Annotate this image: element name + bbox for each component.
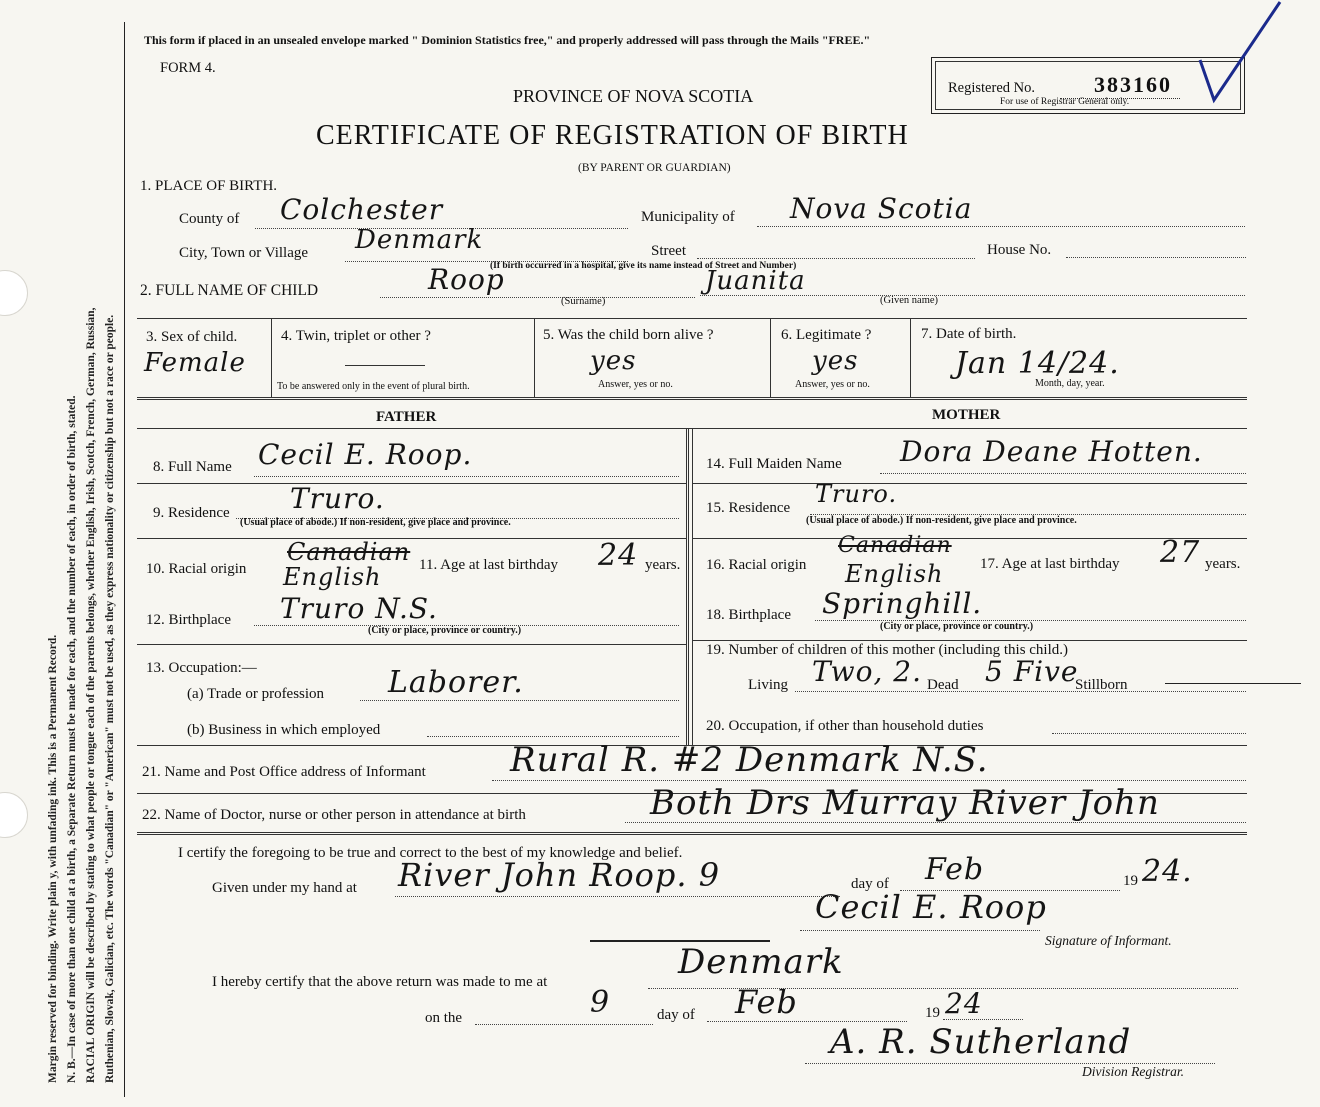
father-name-value: Cecil E. Roop. xyxy=(258,438,473,471)
legitimate-label: 6. Legitimate ? xyxy=(781,327,872,343)
mailing-notice: This form if placed in an unsealed envelope marked " Dominion Statistics free," and properly addressed will pass through the Mails "FREE." xyxy=(144,33,871,47)
mother-birthplace-label: 18. Birthplace xyxy=(706,607,791,623)
father-years-label: years. xyxy=(645,557,681,573)
father-racial-label: 10. Racial origin xyxy=(146,561,247,577)
mother-children-label: 19. Number of children of this mother (including this child.) xyxy=(706,642,1069,658)
county-value: Colchester xyxy=(280,193,444,226)
mother-name-value: Dora Deane Hotten. xyxy=(900,435,1203,468)
margin-note-4: Ruthenian, Slovak, Galician, etc. The words "Canadian" or "American" must not be used, as they express nationality or citizenship but not a race or people. xyxy=(104,314,116,1083)
mother-residence-note: (Usual place of abode.) If non-resident, give place and province. xyxy=(806,515,1077,526)
father-residence-label: 9. Residence xyxy=(153,505,230,521)
informant-signature: Cecil E. Roop xyxy=(815,888,1047,926)
informant-label: 21. Name and Post Office address of Informant xyxy=(142,764,426,780)
father-birthplace-value: Truro N.S. xyxy=(280,592,438,625)
municipality-label: Municipality of xyxy=(641,209,735,225)
registered-note: For use of Registrar General only. xyxy=(1000,97,1130,107)
informant-value: Rural R. #2 Denmark N.S. xyxy=(510,740,989,780)
alive-label: 5. Was the child born alive ? xyxy=(543,327,714,343)
certify-month-value: Feb xyxy=(925,852,985,887)
trade-value: Laborer. xyxy=(388,665,524,700)
mother-residence-value: Truro. xyxy=(815,480,898,508)
registrar-place-value: Denmark xyxy=(678,942,844,982)
street-label: Street xyxy=(651,243,686,259)
mother-racial-struck: Canadian xyxy=(838,533,952,558)
mother-birthplace-note: (City or place, province or country.) xyxy=(880,621,1034,632)
certificate-title: CERTIFICATE OF REGISTRATION OF BIRTH xyxy=(316,120,909,151)
registrar-signature: A. R. Sutherland xyxy=(830,1022,1132,1062)
certify-year-prefix: 19 xyxy=(1123,873,1138,889)
registrar-day-value: 9 xyxy=(590,985,611,1020)
registered-number: 383160 xyxy=(1094,72,1172,97)
surname-note: (Surname) xyxy=(561,296,606,307)
certify-day-of-label: day of xyxy=(851,876,889,892)
child-name-label: 2. FULL NAME OF CHILD xyxy=(140,282,319,299)
registrar-on-the-label: on the xyxy=(425,1010,463,1026)
dead-value: 5 Five xyxy=(985,655,1079,688)
registrar-day-of-label: day of xyxy=(657,1007,695,1023)
father-name-label: 8. Full Name xyxy=(153,459,232,475)
child-surname-value: Roop xyxy=(428,263,505,296)
given-at-label: Given under my hand at xyxy=(212,880,357,896)
check-mark-icon xyxy=(1196,0,1286,104)
mother-birthplace-value: Springhill. xyxy=(822,587,983,620)
living-value: Two, 2. xyxy=(812,655,923,688)
binding-hole-top xyxy=(0,270,28,316)
father-occupation-label: 13. Occupation:— xyxy=(146,660,257,676)
father-racial-struck: Canadian xyxy=(287,538,411,566)
county-label: County of xyxy=(179,211,240,227)
margin-note-1: Margin reserved for binding. Write plain y, with unfading ink. This is a Permanent Record. xyxy=(47,634,59,1083)
father-birthplace-note: (City or place, province or country.) xyxy=(368,625,522,636)
father-residence-value: Truro. xyxy=(290,482,385,515)
street-note: (If birth occurred in a hospital, give its name instead of Street and Number) xyxy=(490,261,797,271)
mother-residence-label: 15. Residence xyxy=(706,500,791,516)
municipality-value: Nova Scotia xyxy=(790,192,973,225)
mother-racial-label: 16. Racial origin xyxy=(706,557,807,573)
province-heading: PROVINCE OF NOVA SCOTIA xyxy=(513,86,754,106)
mother-age-value: 27 xyxy=(1160,535,1201,570)
mother-racial-value: English xyxy=(845,560,944,588)
birth-date-note: Month, day, year. xyxy=(1035,378,1105,389)
doctor-value: Both Drs Murray River John xyxy=(650,783,1160,823)
sex-value: Female xyxy=(144,348,246,378)
mother-occupation-label: 20. Occupation, if other than household duties xyxy=(706,718,984,734)
legitimate-value: yes xyxy=(812,346,859,376)
informant-signature-label: Signature of Informant. xyxy=(1045,933,1172,948)
father-racial-value: English xyxy=(283,563,382,591)
certificate-subtitle: (BY PARENT OR GUARDIAN) xyxy=(578,162,731,174)
certify-statement: I certify the foregoing to be true and correct to the best of my knowledge and belief. xyxy=(178,845,683,861)
alive-value: yes xyxy=(590,346,637,376)
mother-age-label: 17. Age at last birthday xyxy=(980,556,1120,572)
registrar-month-value: Feb xyxy=(735,983,798,1021)
house-label: House No. xyxy=(987,242,1052,258)
sex-label: 3. Sex of child. xyxy=(146,329,238,345)
birth-date-value: Jan 14/24. xyxy=(955,346,1120,381)
margin-note-2: N. B.—In case of more than one child at a birth, a Separate Return must be made for each, and the number of each, in order of birth, stated. xyxy=(66,395,78,1083)
registrar-signature-label: Division Registrar. xyxy=(1082,1064,1185,1079)
dead-label: Dead xyxy=(927,677,959,693)
doctor-label: 22. Name of Doctor, nurse or other person in attendance at birth xyxy=(142,807,526,823)
place-of-birth-label: 1. PLACE OF BIRTH. xyxy=(140,178,278,194)
given-at-value: River John Roop. 9 xyxy=(398,856,721,894)
stillborn-label: Stillborn xyxy=(1075,677,1128,693)
margin-note-3: RACIAL ORIGIN will be described by stating to what people or tongue each of the parents belongs, whether English, Irish, Scotch, French, German, Russian, xyxy=(85,307,97,1083)
given-note: (Given name) xyxy=(880,295,939,306)
father-age-label: 11. Age at last birthday xyxy=(419,557,558,573)
father-residence-note: (Usual place of abode.) If non-resident, give place and province. xyxy=(240,517,511,528)
city-label: City, Town or Village xyxy=(179,245,309,261)
registered-label: Registered No. xyxy=(948,80,1035,96)
twin-note: To be answered only in the event of plural birth. xyxy=(277,381,470,392)
city-value: Denmark xyxy=(355,225,484,255)
registrar-year-prefix: 19 xyxy=(925,1005,940,1021)
child-given-value: Juanita xyxy=(705,266,806,296)
form-number: FORM 4. xyxy=(160,60,216,76)
legitimate-note: Answer, yes or no. xyxy=(795,379,870,390)
business-label: (b) Business in which employed xyxy=(187,722,381,738)
mother-years-label: years. xyxy=(1205,556,1241,572)
certify-year-value: 24. xyxy=(1142,854,1193,889)
father-heading: FATHER xyxy=(376,409,437,425)
living-label: Living xyxy=(748,677,788,693)
registrar-year-value: 24 xyxy=(945,987,983,1020)
margin-rule xyxy=(124,22,125,1097)
trade-label: (a) Trade or profession xyxy=(187,686,325,702)
twin-label: 4. Twin, triplet or other ? xyxy=(281,328,431,344)
mother-name-label: 14. Full Maiden Name xyxy=(706,456,842,472)
binding-hole-bottom xyxy=(0,792,28,838)
registrar-statement: I hereby certify that the above return was made to me at xyxy=(212,974,548,990)
birth-date-label: 7. Date of birth. xyxy=(921,326,1017,342)
mother-heading: MOTHER xyxy=(932,407,1001,423)
alive-note: Answer, yes or no. xyxy=(598,379,673,390)
father-age-value: 24 xyxy=(598,538,639,573)
father-birthplace-label: 12. Birthplace xyxy=(146,612,231,628)
